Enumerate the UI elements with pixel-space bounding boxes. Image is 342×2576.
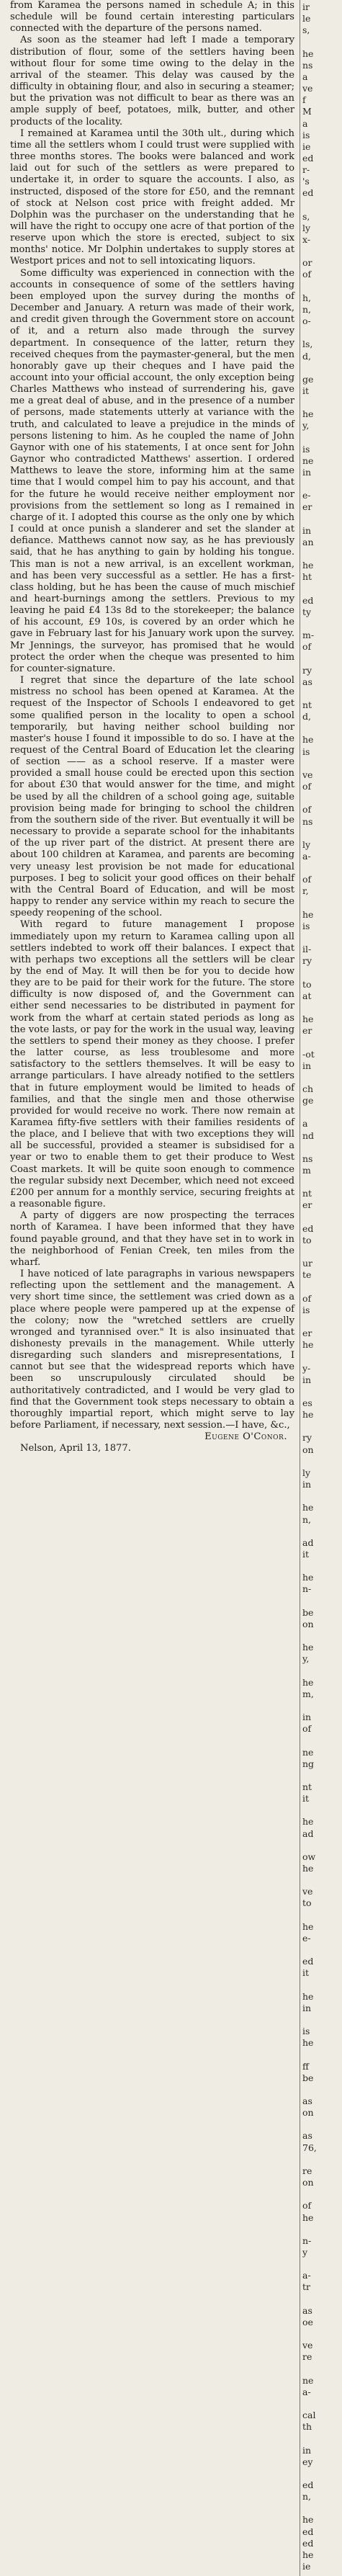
dateline: Nelson, April 13, 1877. <box>20 1443 131 1454</box>
adjacent-column-fragment: in <box>302 1712 312 1723</box>
adjacent-column-fragment: he <box>302 1816 314 1828</box>
paragraph-2: As soon as the steamer had left I made a temporary distribution of flour, some of the settlers having been without flour for some time owing to the delay in the arrival of the steamer. This delay was caused by the difficulty in obtaining flour, and also in securing a steamer; but the privation was not difficult to bear as there was an ample supply of beef, potatoes, milk, butter, and other products of the locality. <box>10 35 294 128</box>
adjacent-column-fragment: of <box>302 1292 312 1304</box>
adjacent-column-fragment: y, <box>302 1653 310 1665</box>
adjacent-column-fragment: he <box>302 1502 314 1513</box>
adjacent-column-fragment: he <box>302 1409 314 1421</box>
adjacent-column-fragment: m <box>302 1165 311 1176</box>
adjacent-column-fragment: it <box>302 1793 310 1804</box>
adjacent-column-fragment: on <box>302 2177 314 2188</box>
adjacent-column-fragment: he <box>302 1642 314 1653</box>
adjacent-column-fragment: ad <box>302 1828 314 1839</box>
adjacent-column-fragment: is <box>302 746 310 757</box>
adjacent-column-fragment: s, <box>302 210 310 222</box>
adjacent-column-fragment: nt <box>302 699 312 710</box>
paragraph-3: I remained at Karamea until the 30th ult., during which time all the settlers whom I could trust were supplied with three months stores. The books were balanced and work laid out for such of the settlers as were prepared to undertake it, in order to square the accounts. I also, as instructed, disposed of the store for £50, and the remnant of stock at Nelson cost price with freight added. Mr Dolphin was the purchaser on the understanding that he will have the right to occupy one acre of that portion of the reserve upon which the store is erected, subject to six months' notice. Mr Dolphin undertakes to supply stores at Westport prices and not to sell intoxicating liquors. <box>10 128 294 267</box>
adjacent-column-fragment: in <box>302 2444 312 2456</box>
adjacent-column-fragment: he <box>302 560 314 571</box>
adjacent-column-fragment: nd <box>302 1130 315 1141</box>
adjacent-column-fragment: ed <box>302 2526 314 2537</box>
adjacent-column-fragment: he <box>302 908 314 920</box>
adjacent-column-fragment: ed <box>302 187 314 199</box>
adjacent-column-fragment: ur <box>302 1258 313 1269</box>
adjacent-column-fragment: as <box>302 2096 312 2106</box>
adjacent-column-fragment: it <box>302 1967 310 1979</box>
adjacent-column-fragment: ty <box>302 606 312 617</box>
adjacent-column-fragment: x- <box>302 234 311 245</box>
adjacent-column-fragment: ls, <box>302 339 313 350</box>
adjacent-column-fragment: nt <box>302 1188 312 1199</box>
adjacent-column-fragment: n- <box>302 1583 312 1595</box>
adjacent-column-fragment: ns <box>302 59 313 71</box>
adjacent-column-fragment: as <box>302 676 312 687</box>
adjacent-column-fragment: he <box>302 1014 314 1025</box>
adjacent-column-fragment: ow <box>302 1851 316 1862</box>
paragraph-7: A party of diggers are now prospecting the terraces north of Karamea. I have been informed that they have found payable ground, and that they have set in to work in the neighborhood of Fenian Creek, ten miles from the wharf. <box>10 1210 294 1268</box>
paragraph-5: I regret that since the departure of the late school mistress no school has been opened at Karamea. At the request of the Inspector of Schools I endeavored to get some qualified person in the locality to open a school temporarily, but having neither school building nor master's house I found it impossible to do so. I have at the request of the Central Board of Education let the clearing of section —— as a school reserve. If a master were provided a small house could be erected upon this section for about £30 that would answer for the time, and might be used by all the children of a school going age, suitable provision being made for bringing to school the children from the southern side of the river. But eventually it will be necessary to provide a separate school for the inhabitants of the up river part of the district. At present there are about 100 children at Karamea, and parents are becoming very uneasy lest provision be not made for educational purposes. I beg to solicit your good offices on their behalf with the Central Board of Education, and will be most happy to render any service within my reach to secure the speedy reopening of the school. <box>10 675 294 919</box>
adjacent-column-fragment: of <box>302 641 312 653</box>
adjacent-column-fragment: ad <box>302 1537 314 1548</box>
adjacent-column-fragment: d, <box>302 711 311 723</box>
paragraph-6: With regard to future management I propose immediately upon my return to Karamea calling upon all settlers indebted to work off their balances. I expect that with perhaps two exceptions all the settlers will be clear by the end of May. It will then be for you to decide how they are to be paid for their work for the future. The store difficulty is now disposed of, and the Government can either send necessaries to be distributed in payment for work from the wharf at certain stated periods as long as the vote lasts, or pay for the work in the usual way, leaving the settlers to spend their money as they choose. I prefer the latter course, as less troublesome and more satisfactory to the settlers themselves. It will be easy to arrange particulars. I have already notified to the settlers that in future employment would be limited to heads of families, and that the single men and those otherwise provided for would receive no work. There now remain at Karamea fifty-five settlers with their families residents of the place, and I believe that with two exceptions they will all be successful, provided a steamer is subsidised for a year or two to enable them to get their produce to West Coast markets. It will be quite soon enough to commence the regular subsidy next December, which need not exceed £200 per annum for a monthly service, securing freights at a reasonable figure. <box>10 919 294 1210</box>
adjacent-column-fragment: to <box>302 1234 312 1245</box>
adjacent-column-fragment: he <box>302 1920 314 1932</box>
adjacent-column-fragment: er <box>302 501 312 513</box>
signature: Eugene O'Conor. <box>204 1431 287 1443</box>
adjacent-column-fragment: r- <box>302 164 310 176</box>
adjacent-column-fragment: nt <box>302 1781 312 1792</box>
adjacent-column-fragment: n, <box>302 1513 312 1525</box>
adjacent-column-fragment: y <box>302 2246 308 2258</box>
adjacent-column-fragment: ed <box>302 2479 314 2490</box>
adjacent-column-fragment: it <box>302 385 310 396</box>
adjacent-column-fragment: ry <box>302 664 312 676</box>
adjacent-column-fragment: te <box>302 1269 312 1281</box>
adjacent-column-fragment: in <box>302 1479 312 1490</box>
adjacent-column-fragment: he <box>302 2514 314 2526</box>
adjacent-column-fragment: on <box>302 1618 314 1629</box>
adjacent-column-fragment: er <box>302 1199 312 1211</box>
adjacent-column-fragment: ns <box>302 1153 313 1164</box>
article-column <box>10 0 294 1455</box>
adjacent-column-fragment: he <box>302 408 314 420</box>
adjacent-column-fragment: of <box>302 804 312 815</box>
adjacent-column-fragment: in <box>302 1374 312 1385</box>
adjacent-column-fragment: is <box>302 129 310 140</box>
adjacent-column-fragment: is <box>302 443 310 455</box>
adjacent-column-fragment: in <box>302 467 312 478</box>
adjacent-column-fragment: m, <box>302 1688 314 1699</box>
adjacent-column-fragment: at <box>302 990 312 1001</box>
adjacent-column-fragment: ry <box>302 1432 312 1444</box>
adjacent-column-fragment: to <box>302 978 312 990</box>
adjacent-column-fragment: a- <box>302 2270 311 2281</box>
adjacent-column-fragment: 's <box>302 176 310 187</box>
adjacent-column-fragment: of <box>302 781 312 792</box>
adjacent-column-fragment: ve <box>302 2340 313 2351</box>
adjacent-column-fragment: s, <box>302 24 310 36</box>
adjacent-column-fragment: ne <box>302 1746 314 1758</box>
adjacent-column-fragment: it <box>302 1548 310 1560</box>
adjacent-column-fragment: ly <box>302 1467 311 1478</box>
adjacent-column-fragment: tr <box>302 2281 310 2293</box>
adjacent-column-fragment: a- <box>302 2386 311 2397</box>
adjacent-column-fragment: a <box>302 71 308 82</box>
adjacent-column-fragment: ie <box>302 2561 311 2572</box>
adjacent-column-fragment: ge <box>302 373 314 385</box>
adjacent-column-fragment: in <box>302 524 312 536</box>
adjacent-column-fragment: ed <box>302 594 314 606</box>
adjacent-column-fragment: of <box>302 874 312 885</box>
adjacent-column-fragment: m- <box>302 630 315 641</box>
adjacent-column-fragment: is <box>302 2026 310 2037</box>
adjacent-column-fragment: es <box>302 1397 312 1408</box>
adjacent-column-fragment: oe <box>302 2316 313 2327</box>
adjacent-column-fragment: he <box>302 2549 314 2560</box>
adjacent-column-fragment: in <box>302 1060 312 1071</box>
adjacent-column-fragment: e- <box>302 490 311 501</box>
adjacent-column-fragment: to <box>302 1897 312 1909</box>
adjacent-column-fragment: y, <box>302 420 310 431</box>
adjacent-column-fragment: d, <box>302 350 311 362</box>
adjacent-column-fragment: ly <box>302 838 311 850</box>
adjacent-column-fragment: ry <box>302 955 312 967</box>
adjacent-column-fragment: n- <box>302 2235 312 2246</box>
adjacent-column-fragment: re <box>302 2165 312 2176</box>
adjacent-column-fragment: ne <box>302 2374 314 2386</box>
adjacent-column-fragment: on <box>302 1444 314 1455</box>
adjacent-column-fragment: y- <box>302 1362 311 1374</box>
adjacent-column-fragment: re <box>302 2351 312 2363</box>
paragraph-8: I have noticed of late paragraphs in various newspapers reflecting upon the settlement and the management. A very short time since, the settlement was cried down as a place where people were pampered up at the expense of the colony; now the "wretched settlers are cruelly wronged and tyrannised over." It is also insinuated that dishonesty prevails in the management. While utterly disregarding such slanders and misrepresentations, I cannot but see that the widespread reports which have been so unscrupulously circulated should be authoritatively contradicted, and I would be very glad to find that the Government took steps necessary to obtain a thoroughly impartial report, which might serve to lay before Parliament, if necessary, next session.—I have, &c., <box>10 1269 294 1431</box>
adjacent-column-fragment: ns <box>302 815 313 827</box>
adjacent-column-fragment: as <box>302 2304 312 2316</box>
adjacent-column-fragment: ve <box>302 1886 313 1897</box>
adjacent-column-fragment: is <box>302 920 310 931</box>
adjacent-column-fragment: n, <box>302 303 312 315</box>
adjacent-column-fragment: of <box>302 269 312 280</box>
adjacent-column-fragment: ed <box>302 1222 314 1234</box>
paragraph-4: Some difficulty was experienced in connection with the accounts in consequence of some of the settlers having been employed upon the survey during the months of December and January. A return was made of their work, and credit given through the Government store on account of it, and a return also made through the survey department. In consequence of the latter, return they received cheques from the paymaster-general, but the men honorably gave up their cheques and I have paid the account into your official account, the only exception being Charles Matthews who instead of surrendering his, gave me a great deal of abuse, and in the presence of a number of persons, made statements utterly at variance with the truth, and calculated to leave a prejudice in the minds of persons listening to him. As he coupled the name of John Gaynor with one of his statements, I at once sent for John Gaynor who contradicted Matthews' assertion. I ordered Matthews to leave the store, informing him at the same time that I would compel him to pay his account, and that for the future he would receive neither employment nor provisions from the settlement so long as I remained in charge of it. I adopted this course as the only one by which I could at once punish a slanderer and set the slander at defiance. Matthews cannot now say, as he has previously said, that he has anything to gain by holding his tongue. This man is not a new arrival, is an excellent workman, and has been very successful as a settler. He has a first-class holding, but he has been the cause of much mischief and heart-burnings among the settlers. Previous to my leaving he paid £4 13s 8d to the storekeeper; the balance of his account, £9 10s, is covered by an order which he gave in February last for his January work upon the survey. Mr Jennings, the surveyor, has promised that he would protect the order when the cheque was presented to him for counter-signature. <box>10 267 294 674</box>
adjacent-column-fragment: ir <box>302 1 310 12</box>
adjacent-column-fragment: he <box>302 2211 314 2223</box>
adjacent-column-fragment: ed <box>302 152 314 164</box>
adjacent-column-fragment: he <box>302 1676 314 1688</box>
adjacent-column-fragment: a <box>302 117 308 129</box>
adjacent-column-fragment: ht <box>302 571 312 583</box>
adjacent-column-fragment: r, <box>302 885 309 897</box>
adjacent-column-fragment: ff <box>302 2060 309 2072</box>
adjacent-column-fragment: ch <box>302 1083 314 1094</box>
adjacent-column-fragment: be <box>302 1606 314 1618</box>
adjacent-column-fragment: ed <box>302 2537 314 2549</box>
adjacent-column-fragment: in <box>302 2002 312 2013</box>
adjacent-column-fragment: he <box>302 1990 314 2002</box>
adjacent-column-fragment: h, <box>302 292 312 303</box>
adjacent-column-fragment: ed <box>302 1956 314 1967</box>
adjacent-column-fragment: of <box>302 1723 312 1735</box>
adjacent-column-fragment: he <box>302 1863 314 1874</box>
adjacent-column-fragment: he <box>302 734 314 746</box>
adjacent-column-fragment: th <box>302 2421 312 2433</box>
adjacent-column-fragment: is <box>302 1304 310 1315</box>
adjacent-column-fragment: an <box>302 536 314 547</box>
adjacent-column-fragment: er <box>302 1328 312 1339</box>
adjacent-column-fragment: of <box>302 2200 312 2211</box>
adjacent-column-fragment: ve <box>302 83 313 94</box>
adjacent-column-fragment: as <box>302 2130 312 2142</box>
adjacent-column-fragment: o- <box>302 316 311 327</box>
adjacent-column-fragment: he <box>302 1572 314 1583</box>
adjacent-column-fragment: ey <box>302 2456 313 2467</box>
adjacent-column-fragment: n, <box>302 2491 312 2503</box>
adjacent-column-fragment: ve <box>302 769 313 780</box>
paragraph-1: from Karamea the persons named in schedule A; in this schedule will be found certain interesting particulars connected with the departure of the persons named. <box>10 0 294 35</box>
adjacent-column-fragments <box>302 0 342 2576</box>
adjacent-column-fragment: be <box>302 2072 314 2083</box>
adjacent-column-fragment: he <box>302 48 314 59</box>
adjacent-column-fragment: -ot <box>302 1048 315 1060</box>
adjacent-column-fragment: 76, <box>302 2142 317 2153</box>
adjacent-column-fragment: on <box>302 2107 314 2119</box>
adjacent-column-fragment: il- <box>302 944 312 955</box>
adjacent-column-fragment: or <box>302 257 312 269</box>
adjacent-column-fragment: e- <box>302 1932 311 1944</box>
adjacent-column-fragment: ne <box>302 455 314 466</box>
adjacent-column-fragment: M <box>302 106 312 117</box>
adjacent-column-fragment: le <box>302 13 311 24</box>
adjacent-column-fragment: f <box>302 94 306 106</box>
adjacent-column-fragment: a- <box>302 850 311 862</box>
adjacent-column-fragment: ly <box>302 222 311 233</box>
adjacent-column-fragment: cal <box>302 2410 316 2421</box>
adjacent-column-fragment: he <box>302 1339 314 1351</box>
adjacent-column-fragment: er <box>302 1025 312 1037</box>
adjacent-column-fragment: ge <box>302 1095 314 1106</box>
adjacent-column-fragment: a <box>302 1118 308 1130</box>
adjacent-column-fragment: he <box>302 2037 314 2049</box>
adjacent-column-fragment: ng <box>302 1758 315 1769</box>
adjacent-column-fragment: ie <box>302 140 311 152</box>
